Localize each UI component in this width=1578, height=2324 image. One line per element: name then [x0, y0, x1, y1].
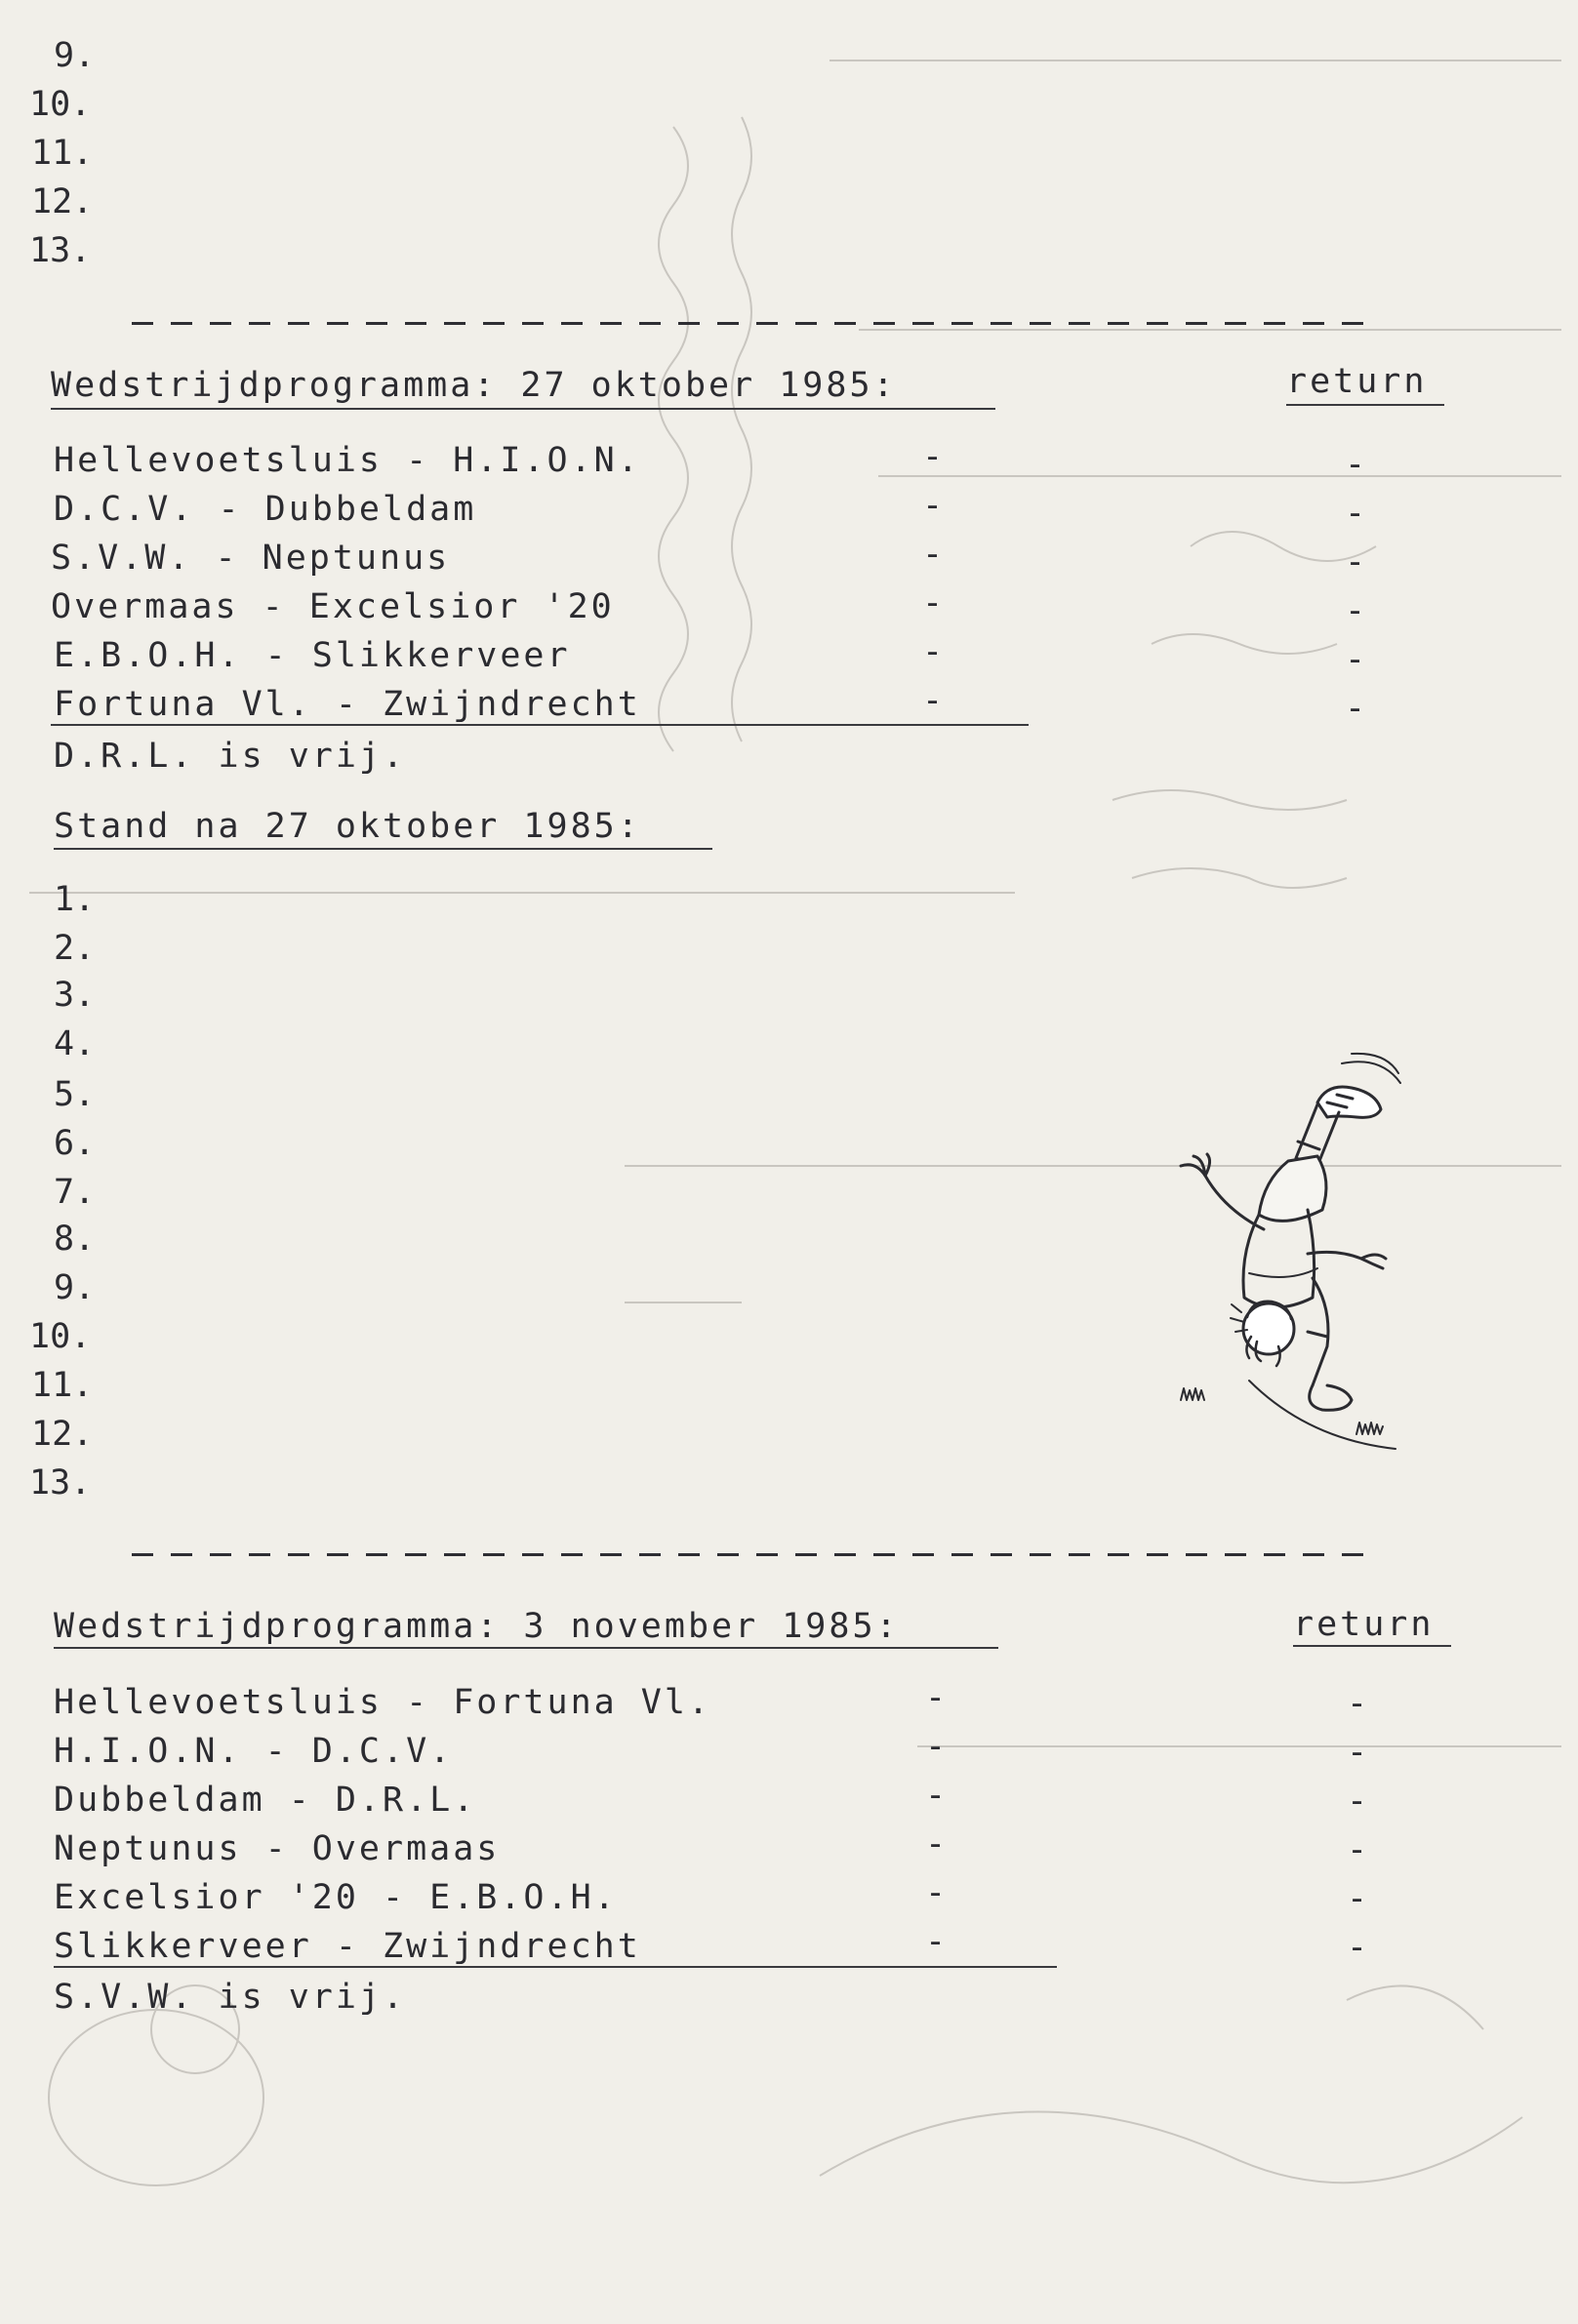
standings-heading-underline	[54, 848, 712, 850]
section1-return-score: -	[1345, 640, 1366, 679]
section2-match: Excelsior '20 - E.B.O.H.	[54, 1878, 618, 1917]
section1-return-score: -	[1345, 542, 1366, 581]
section2-return-label: return	[1293, 1605, 1435, 1644]
section-separator	[132, 322, 1376, 325]
standings-item: 4.	[54, 1024, 96, 1063]
section2-score: -	[925, 1873, 947, 1912]
section1-return-score: -	[1345, 494, 1366, 533]
section2-match: Dubbeldam - D.R.L.	[54, 1781, 477, 1820]
section2-score: -	[925, 1727, 947, 1766]
section2-return-underline	[1293, 1645, 1451, 1647]
section2-return-score: -	[1347, 1879, 1368, 1918]
section1-bye: D.R.L. is vrij.	[54, 737, 407, 776]
standings-item: 5.	[54, 1075, 96, 1114]
standings-item: 9.	[54, 1268, 96, 1307]
standings-item: 6.	[54, 1124, 96, 1163]
top-list-item: 10.	[29, 85, 92, 124]
section1-heading: Wedstrijdprogramma: 27 oktober 1985:	[51, 366, 897, 405]
section2-score: -	[925, 1824, 947, 1863]
section1-score: -	[922, 583, 944, 622]
standings-item: 1.	[54, 880, 96, 919]
section2-return-score: -	[1347, 1733, 1368, 1772]
top-list-item: 12.	[31, 182, 94, 221]
section1-match: Fortuna Vl. - Zwijndrecht	[54, 685, 641, 724]
section1-score: -	[922, 535, 944, 574]
section1-return-underline	[1286, 404, 1444, 406]
top-list-item: 9.	[54, 36, 96, 75]
section2-score: -	[925, 1922, 947, 1961]
section2-match: Slikkerveer - Zwijndrecht	[54, 1927, 641, 1966]
section2-table-underline	[54, 1966, 1057, 1968]
section1-table-underline	[51, 724, 1029, 726]
standings-item: 12.	[31, 1415, 94, 1454]
section1-match: E.B.O.H. - Slikkerveer	[54, 636, 571, 675]
section1-return-label: return	[1286, 362, 1428, 401]
standings-item: 13.	[29, 1463, 92, 1503]
section1-match: S.V.W. - Neptunus	[51, 539, 451, 578]
section-separator	[132, 1553, 1381, 1556]
standings-item: 3.	[54, 976, 96, 1015]
section2-score: -	[925, 1678, 947, 1717]
section2-match: Neptunus - Overmaas	[54, 1829, 501, 1868]
section1-score: -	[922, 437, 944, 476]
section1-match: D.C.V. - Dubbeldam	[54, 490, 477, 529]
section1-heading-underline	[51, 408, 995, 410]
section2-return-score: -	[1347, 1684, 1368, 1723]
standings-item: 2.	[54, 929, 96, 968]
section1-score: -	[922, 486, 944, 525]
top-list-item: 13.	[29, 231, 92, 270]
section2-score: -	[925, 1776, 947, 1815]
standings-item: 10.	[29, 1317, 92, 1356]
section2-match: H.I.O.N. - D.C.V.	[54, 1732, 454, 1771]
section2-return-score: -	[1347, 1830, 1368, 1869]
section2-return-score: -	[1347, 1782, 1368, 1821]
section2-heading: Wedstrijdprogramma: 3 november 1985:	[54, 1607, 900, 1646]
section2-bye: S.V.W. is vrij.	[54, 1978, 407, 2017]
top-list-item: 11.	[31, 134, 94, 173]
standings-heading: Stand na 27 oktober 1985:	[54, 807, 641, 846]
section2-return-score: -	[1347, 1928, 1368, 1967]
section2-heading-underline	[54, 1647, 998, 1649]
section1-match: Overmaas - Excelsior '20	[51, 587, 615, 626]
section1-return-score: -	[1345, 689, 1366, 728]
section1-score: -	[922, 632, 944, 671]
section1-score: -	[922, 681, 944, 720]
standings-item: 8.	[54, 1220, 96, 1259]
standings-item: 11.	[31, 1366, 94, 1405]
section1-return-score: -	[1345, 445, 1366, 484]
section2-match: Hellevoetsluis - Fortuna Vl.	[54, 1683, 712, 1722]
football-player-drawing	[1132, 1044, 1425, 1454]
section1-match: Hellevoetsluis - H.I.O.N.	[54, 441, 641, 480]
standings-item: 7.	[54, 1173, 96, 1212]
section1-return-score: -	[1345, 591, 1366, 630]
